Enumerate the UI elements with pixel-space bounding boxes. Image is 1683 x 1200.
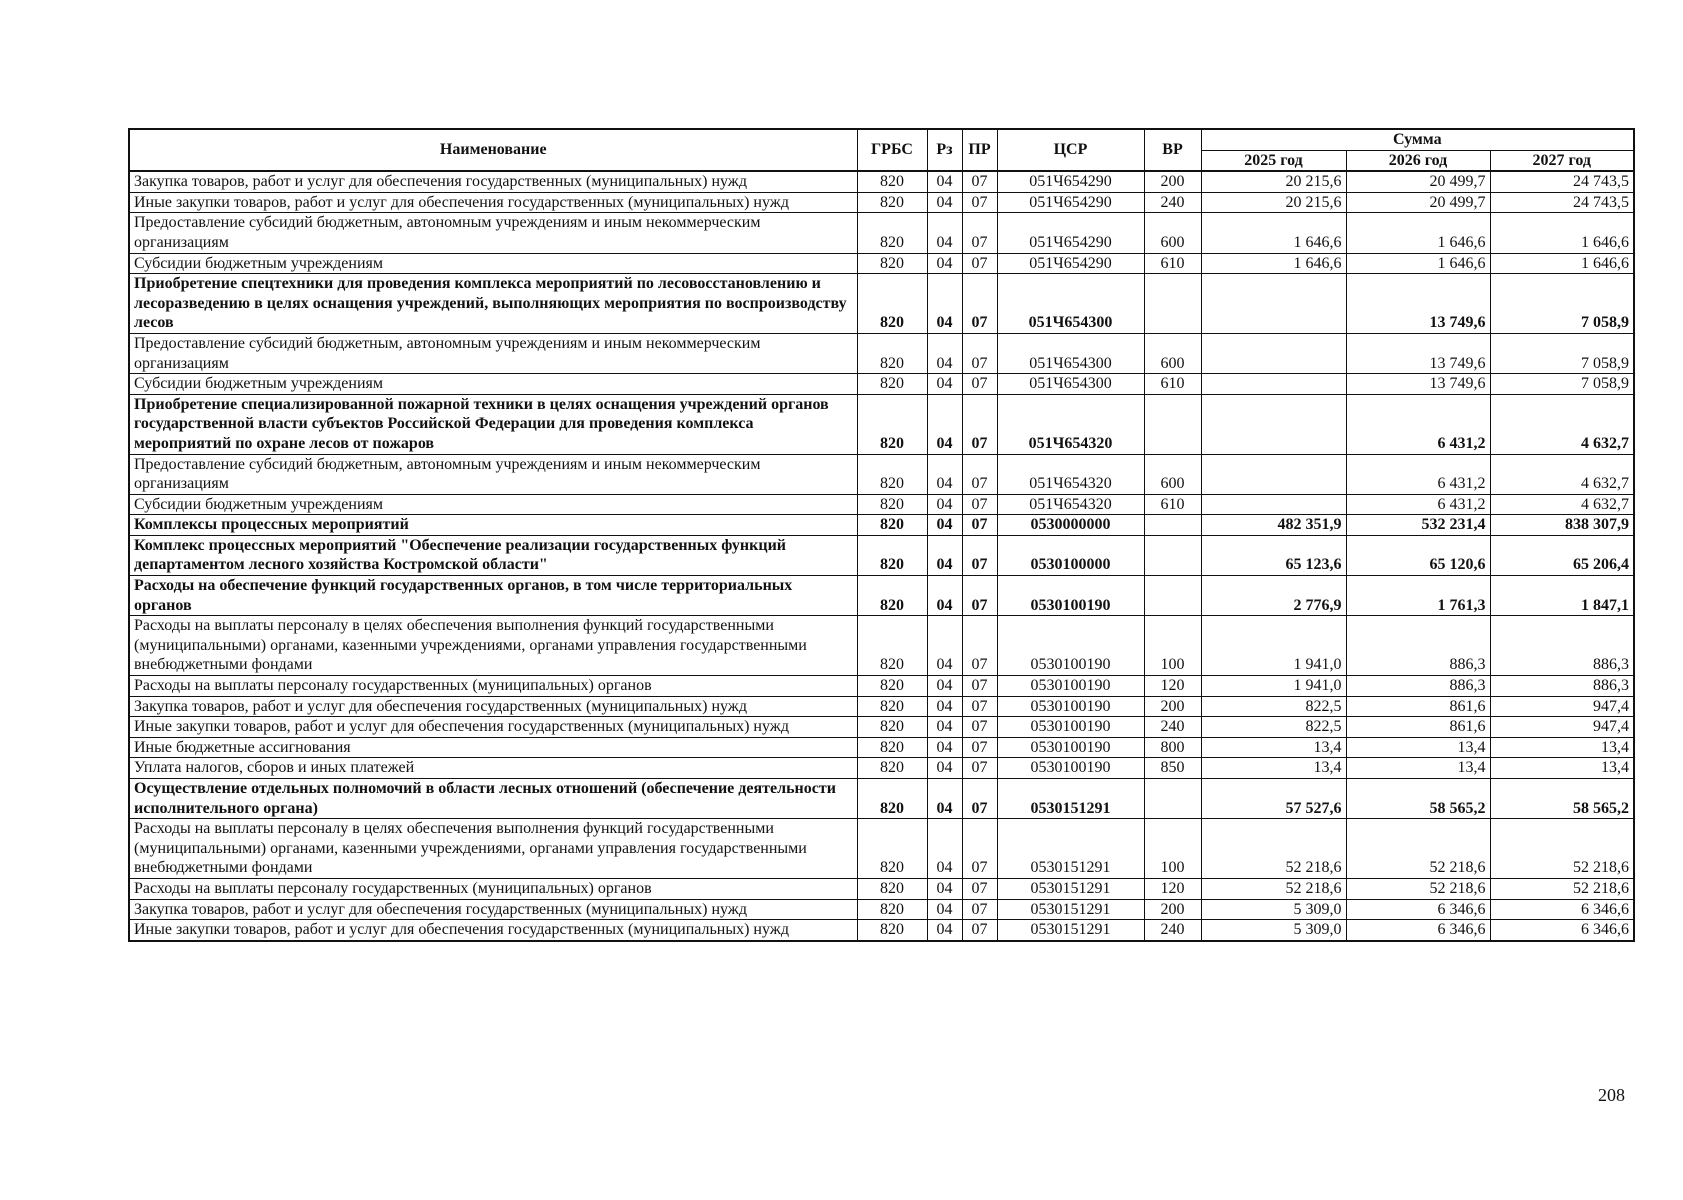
cell-grbs: 820 <box>857 274 927 334</box>
cell-vr: 610 <box>1144 253 1201 274</box>
cell-name: Иные закупки товаров, работ и услуг для обеспечения государственных (муниципальных) нужд <box>129 920 857 941</box>
cell-name: Осуществление отдельных полномочий в области лесных отношений (обеспечение деятельности исполнительного органа) <box>129 779 857 819</box>
cell-pr: 07 <box>962 676 997 697</box>
header-pr: ПР <box>962 129 997 171</box>
cell-csr: 051Ч654300 <box>997 374 1144 395</box>
cell-pr: 07 <box>962 192 997 213</box>
table-row <box>129 737 1634 758</box>
cell-pr: 07 <box>962 171 997 192</box>
cell-name: Иные закупки товаров, работ и услуг для обеспечения государственных (муниципальных) нужд <box>129 717 857 738</box>
cell-vr: 600 <box>1144 213 1201 253</box>
cell-rz: 04 <box>927 213 962 253</box>
table-row <box>129 274 1634 334</box>
cell-csr: 051Ч654290 <box>997 171 1144 192</box>
cell-2025: 13,4 <box>1201 737 1346 758</box>
cell-2027: 947,4 <box>1490 717 1634 738</box>
table-row <box>129 819 1634 879</box>
table-row <box>129 333 1634 373</box>
cell-rz: 04 <box>927 515 962 536</box>
cell-rz: 04 <box>927 920 962 941</box>
cell-vr: 240 <box>1144 717 1201 738</box>
cell-vr: 600 <box>1144 333 1201 373</box>
cell-grbs: 820 <box>857 394 927 454</box>
cell-name: Предоставление субсидий бюджетным, автономным учреждениям и иным некоммерческим организациям <box>129 333 857 373</box>
cell-rz: 04 <box>927 494 962 515</box>
cell-vr: 120 <box>1144 878 1201 899</box>
cell-2026: 65 120,6 <box>1346 535 1490 575</box>
cell-2027: 65 206,4 <box>1490 535 1634 575</box>
cell-2026: 20 499,7 <box>1346 192 1490 213</box>
cell-pr: 07 <box>962 899 997 920</box>
table-row <box>129 717 1634 738</box>
cell-grbs: 820 <box>857 192 927 213</box>
header-year-2027: 2027 год <box>1490 150 1634 171</box>
cell-2027: 58 565,2 <box>1490 779 1634 819</box>
table-row <box>129 920 1634 941</box>
cell-grbs: 820 <box>857 515 927 536</box>
cell-csr: 051Ч654290 <box>997 253 1144 274</box>
cell-2027: 886,3 <box>1490 676 1634 697</box>
cell-rz: 04 <box>927 616 962 676</box>
cell-vr: 610 <box>1144 494 1201 515</box>
cell-rz: 04 <box>927 676 962 697</box>
cell-pr: 07 <box>962 758 997 779</box>
cell-2026: 532 231,4 <box>1346 515 1490 536</box>
table-row <box>129 171 1634 192</box>
cell-grbs: 820 <box>857 494 927 515</box>
cell-2025 <box>1201 333 1346 373</box>
cell-pr: 07 <box>962 394 997 454</box>
cell-pr: 07 <box>962 535 997 575</box>
cell-2025: 52 218,6 <box>1201 878 1346 899</box>
table-row <box>129 899 1634 920</box>
table-row <box>129 676 1634 697</box>
cell-csr: 051Ч654300 <box>997 333 1144 373</box>
cell-vr <box>1144 779 1201 819</box>
header-vr: ВР <box>1144 129 1201 171</box>
cell-rz: 04 <box>927 394 962 454</box>
cell-name: Субсидии бюджетным учреждениям <box>129 374 857 395</box>
table-row <box>129 374 1634 395</box>
cell-2026: 6 431,2 <box>1346 494 1490 515</box>
cell-pr: 07 <box>962 576 997 616</box>
cell-2025: 2 776,9 <box>1201 576 1346 616</box>
cell-2027: 13,4 <box>1490 737 1634 758</box>
cell-csr: 0530151291 <box>997 779 1144 819</box>
cell-2027: 7 058,9 <box>1490 374 1634 395</box>
cell-vr: 240 <box>1144 920 1201 941</box>
cell-2027: 24 743,5 <box>1490 192 1634 213</box>
cell-csr: 0530151291 <box>997 920 1144 941</box>
cell-name: Закупка товаров, работ и услуг для обеспечения государственных (муниципальных) нужд <box>129 696 857 717</box>
cell-2026: 52 218,6 <box>1346 878 1490 899</box>
cell-2027: 7 058,9 <box>1490 274 1634 334</box>
table-row <box>129 253 1634 274</box>
cell-2027: 24 743,5 <box>1490 171 1634 192</box>
table-row <box>129 576 1634 616</box>
cell-2025 <box>1201 454 1346 494</box>
cell-2026: 13 749,6 <box>1346 274 1490 334</box>
cell-2026: 58 565,2 <box>1346 779 1490 819</box>
cell-csr: 051Ч654300 <box>997 274 1144 334</box>
cell-rz: 04 <box>927 737 962 758</box>
header-grbs: ГРБС <box>857 129 927 171</box>
cell-grbs: 820 <box>857 171 927 192</box>
header-row-top <box>129 129 1634 150</box>
cell-2027: 7 058,9 <box>1490 333 1634 373</box>
cell-pr: 07 <box>962 920 997 941</box>
cell-pr: 07 <box>962 819 997 879</box>
cell-2027: 4 632,7 <box>1490 454 1634 494</box>
cell-2027: 838 307,9 <box>1490 515 1634 536</box>
cell-pr: 07 <box>962 737 997 758</box>
cell-vr: 850 <box>1144 758 1201 779</box>
cell-name: Предоставление субсидий бюджетным, автономным учреждениям и иным некоммерческим организациям <box>129 454 857 494</box>
cell-2025: 52 218,6 <box>1201 819 1346 879</box>
cell-2025: 13,4 <box>1201 758 1346 779</box>
cell-2027: 52 218,6 <box>1490 878 1634 899</box>
budget-table <box>128 128 1635 942</box>
cell-grbs: 820 <box>857 535 927 575</box>
cell-pr: 07 <box>962 213 997 253</box>
table-row <box>129 192 1634 213</box>
cell-pr: 07 <box>962 515 997 536</box>
cell-pr: 07 <box>962 878 997 899</box>
cell-csr: 0530151291 <box>997 878 1144 899</box>
cell-2025: 822,5 <box>1201 696 1346 717</box>
cell-csr: 0530100000 <box>997 535 1144 575</box>
cell-grbs: 820 <box>857 717 927 738</box>
cell-rz: 04 <box>927 535 962 575</box>
cell-grbs: 820 <box>857 758 927 779</box>
cell-name: Комплекс процессных мероприятий "Обеспечение реализации государственных функций департаментом лесного хозяйства Костромской области" <box>129 535 857 575</box>
cell-csr: 0530100190 <box>997 676 1144 697</box>
cell-2025: 1 646,6 <box>1201 253 1346 274</box>
cell-grbs: 820 <box>857 616 927 676</box>
cell-csr: 051Ч654290 <box>997 213 1144 253</box>
cell-pr: 07 <box>962 374 997 395</box>
cell-grbs: 820 <box>857 676 927 697</box>
cell-2025: 822,5 <box>1201 717 1346 738</box>
cell-2025: 5 309,0 <box>1201 920 1346 941</box>
cell-2025: 5 309,0 <box>1201 899 1346 920</box>
cell-rz: 04 <box>927 899 962 920</box>
cell-pr: 07 <box>962 333 997 373</box>
cell-grbs: 820 <box>857 878 927 899</box>
header-sum: Сумма <box>1201 129 1634 150</box>
cell-vr: 200 <box>1144 171 1201 192</box>
cell-2025: 57 527,6 <box>1201 779 1346 819</box>
cell-2025 <box>1201 274 1346 334</box>
cell-name: Расходы на выплаты персоналу в целях обеспечения выполнения функций государственными (муниципальными) органами, казенными учреждениями, органами управления государственными внебюджетными фондами <box>129 616 857 676</box>
cell-2025: 1 646,6 <box>1201 213 1346 253</box>
table-row <box>129 394 1634 454</box>
cell-2026: 13 749,6 <box>1346 333 1490 373</box>
cell-grbs: 820 <box>857 374 927 395</box>
cell-vr <box>1144 515 1201 536</box>
cell-csr: 0530000000 <box>997 515 1144 536</box>
cell-grbs: 820 <box>857 920 927 941</box>
cell-2026: 861,6 <box>1346 696 1490 717</box>
cell-rz: 04 <box>927 374 962 395</box>
table-row <box>129 454 1634 494</box>
cell-csr: 0530100190 <box>997 576 1144 616</box>
cell-pr: 07 <box>962 616 997 676</box>
cell-name: Субсидии бюджетным учреждениям <box>129 494 857 515</box>
cell-2026: 13,4 <box>1346 737 1490 758</box>
cell-2027: 1 646,6 <box>1490 253 1634 274</box>
cell-vr: 240 <box>1144 192 1201 213</box>
cell-name: Приобретение специализированной пожарной техники в целях оснащения учреждений органов государственной власти субъектов Российской Федерации для проведения комплекса мероприятий по охране лесов от пожаров <box>129 394 857 454</box>
cell-pr: 07 <box>962 779 997 819</box>
table-row <box>129 616 1634 676</box>
cell-2025: 1 941,0 <box>1201 676 1346 697</box>
cell-rz: 04 <box>927 819 962 879</box>
cell-vr <box>1144 274 1201 334</box>
cell-rz: 04 <box>927 878 962 899</box>
cell-csr: 051Ч654290 <box>997 192 1144 213</box>
header-year-2025: 2025 год <box>1201 150 1346 171</box>
table-row <box>129 696 1634 717</box>
cell-csr: 051Ч654320 <box>997 454 1144 494</box>
cell-name: Комплексы процессных мероприятий <box>129 515 857 536</box>
cell-pr: 07 <box>962 696 997 717</box>
cell-rz: 04 <box>927 576 962 616</box>
cell-pr: 07 <box>962 494 997 515</box>
table-row <box>129 535 1634 575</box>
table-row <box>129 515 1634 536</box>
cell-2027: 886,3 <box>1490 616 1634 676</box>
cell-2025 <box>1201 494 1346 515</box>
cell-vr: 800 <box>1144 737 1201 758</box>
table-row <box>129 213 1634 253</box>
cell-2027: 52 218,6 <box>1490 819 1634 879</box>
cell-csr: 051Ч654320 <box>997 394 1144 454</box>
cell-2027: 1 646,6 <box>1490 213 1634 253</box>
cell-name: Расходы на выплаты персоналу государственных (муниципальных) органов <box>129 878 857 899</box>
cell-csr: 0530100190 <box>997 696 1144 717</box>
cell-2025 <box>1201 374 1346 395</box>
cell-vr: 200 <box>1144 696 1201 717</box>
header-name: Наименование <box>129 129 857 171</box>
cell-grbs: 820 <box>857 779 927 819</box>
cell-2027: 6 346,6 <box>1490 899 1634 920</box>
cell-vr <box>1144 576 1201 616</box>
table-row <box>129 779 1634 819</box>
cell-vr: 610 <box>1144 374 1201 395</box>
cell-rz: 04 <box>927 274 962 334</box>
cell-vr: 100 <box>1144 819 1201 879</box>
cell-2026: 6 431,2 <box>1346 454 1490 494</box>
cell-vr <box>1144 394 1201 454</box>
cell-vr <box>1144 535 1201 575</box>
cell-csr: 0530100190 <box>997 758 1144 779</box>
cell-rz: 04 <box>927 758 962 779</box>
cell-2026: 13,4 <box>1346 758 1490 779</box>
cell-pr: 07 <box>962 274 997 334</box>
cell-2026: 13 749,6 <box>1346 374 1490 395</box>
cell-grbs: 820 <box>857 454 927 494</box>
cell-2027: 4 632,7 <box>1490 494 1634 515</box>
cell-name: Иные бюджетные ассигнования <box>129 737 857 758</box>
cell-csr: 0530151291 <box>997 819 1144 879</box>
cell-vr: 120 <box>1144 676 1201 697</box>
cell-2025 <box>1201 394 1346 454</box>
cell-name: Закупка товаров, работ и услуг для обеспечения государственных (муниципальных) нужд <box>129 171 857 192</box>
cell-rz: 04 <box>927 171 962 192</box>
cell-2025: 482 351,9 <box>1201 515 1346 536</box>
page-number: 208 <box>1598 1085 1625 1105</box>
cell-2026: 6 346,6 <box>1346 899 1490 920</box>
table-row <box>129 494 1634 515</box>
header-rz: Рз <box>927 129 962 171</box>
table-body <box>129 171 1634 941</box>
cell-rz: 04 <box>927 333 962 373</box>
cell-2025: 20 215,6 <box>1201 192 1346 213</box>
cell-2026: 886,3 <box>1346 616 1490 676</box>
cell-name: Приобретение спецтехники для проведения комплекса мероприятий по лесовосстановлению и лесоразведению в целях оснащения учреждений, выполняющих мероприятия по воспроизводству лесов <box>129 274 857 334</box>
cell-csr: 0530100190 <box>997 737 1144 758</box>
cell-2027: 6 346,6 <box>1490 920 1634 941</box>
cell-name: Закупка товаров, работ и услуг для обеспечения государственных (муниципальных) нужд <box>129 899 857 920</box>
cell-name: Предоставление субсидий бюджетным, автономным учреждениям и иным некоммерческим организациям <box>129 213 857 253</box>
cell-grbs: 820 <box>857 899 927 920</box>
cell-vr: 200 <box>1144 899 1201 920</box>
cell-pr: 07 <box>962 454 997 494</box>
cell-pr: 07 <box>962 717 997 738</box>
cell-rz: 04 <box>927 779 962 819</box>
cell-name: Субсидии бюджетным учреждениям <box>129 253 857 274</box>
cell-grbs: 820 <box>857 819 927 879</box>
cell-2026: 1 646,6 <box>1346 213 1490 253</box>
cell-2025: 1 941,0 <box>1201 616 1346 676</box>
cell-grbs: 820 <box>857 576 927 616</box>
cell-2027: 1 847,1 <box>1490 576 1634 616</box>
cell-2026: 1 761,3 <box>1346 576 1490 616</box>
cell-2025: 65 123,6 <box>1201 535 1346 575</box>
cell-vr: 100 <box>1144 616 1201 676</box>
cell-csr: 0530151291 <box>997 899 1144 920</box>
cell-name: Расходы на обеспечение функций государственных органов, в том числе территориальных органов <box>129 576 857 616</box>
cell-name: Уплата налогов, сборов и иных платежей <box>129 758 857 779</box>
cell-2027: 4 632,7 <box>1490 394 1634 454</box>
cell-rz: 04 <box>927 717 962 738</box>
header-year-2026: 2026 год <box>1346 150 1490 171</box>
cell-2027: 947,4 <box>1490 696 1634 717</box>
cell-2026: 861,6 <box>1346 717 1490 738</box>
cell-2027: 13,4 <box>1490 758 1634 779</box>
cell-2025: 20 215,6 <box>1201 171 1346 192</box>
cell-rz: 04 <box>927 696 962 717</box>
cell-2026: 886,3 <box>1346 676 1490 697</box>
cell-2026: 20 499,7 <box>1346 171 1490 192</box>
cell-vr: 600 <box>1144 454 1201 494</box>
cell-name: Расходы на выплаты персоналу государственных (муниципальных) органов <box>129 676 857 697</box>
cell-grbs: 820 <box>857 253 927 274</box>
header-csr: ЦСР <box>997 129 1144 171</box>
cell-name: Иные закупки товаров, работ и услуг для обеспечения государственных (муниципальных) нужд <box>129 192 857 213</box>
cell-grbs: 820 <box>857 737 927 758</box>
cell-grbs: 820 <box>857 696 927 717</box>
cell-2026: 6 431,2 <box>1346 394 1490 454</box>
cell-grbs: 820 <box>857 333 927 373</box>
cell-name: Расходы на выплаты персоналу в целях обеспечения выполнения функций государственными (муниципальными) органами, казенными учреждениями, органами управления государственными внебюджетными фондами <box>129 819 857 879</box>
cell-csr: 0530100190 <box>997 616 1144 676</box>
table-row <box>129 878 1634 899</box>
cell-pr: 07 <box>962 253 997 274</box>
cell-rz: 04 <box>927 192 962 213</box>
cell-grbs: 820 <box>857 213 927 253</box>
cell-csr: 0530100190 <box>997 717 1144 738</box>
cell-csr: 051Ч654320 <box>997 494 1144 515</box>
cell-rz: 04 <box>927 253 962 274</box>
cell-rz: 04 <box>927 454 962 494</box>
cell-2026: 52 218,6 <box>1346 819 1490 879</box>
cell-2026: 1 646,6 <box>1346 253 1490 274</box>
table-row <box>129 758 1634 779</box>
cell-2026: 6 346,6 <box>1346 920 1490 941</box>
